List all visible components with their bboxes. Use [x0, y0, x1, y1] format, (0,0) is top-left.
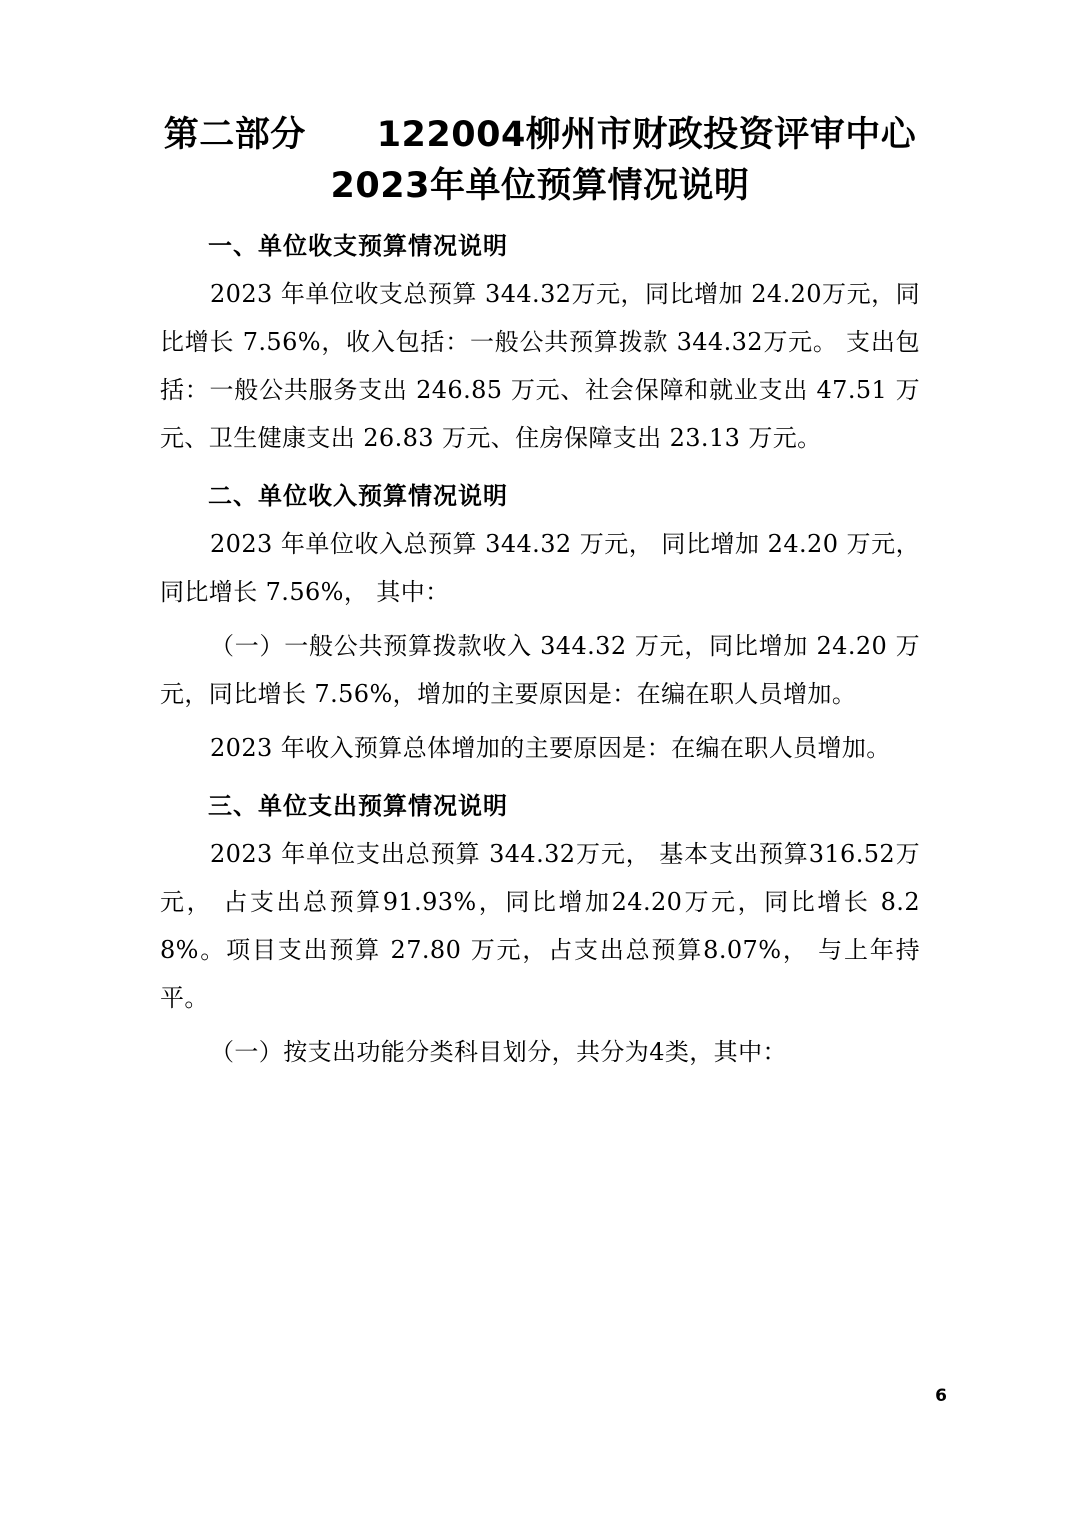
paragraph-6: （一）按支出功能分类科目划分，共分为4类，其中： [210, 1037, 787, 1066]
paragraph-3: （一）一般公共预算拨款收入 344.32 万元，同比增加 24.20 万元，同比增长 7.56%，增加的主要原因是：在编在职人员增加。 [160, 631, 920, 708]
document-body [160, 110, 929, 1082]
section-heading-1: 一、单位收支预算情况说明 [208, 231, 508, 260]
section-heading-3: 三、单位支出预算情况说明 [208, 791, 508, 820]
paragraph-4: 2023 年收入预算总体增加的主要原因是：在编在职人员增加。 [210, 733, 891, 762]
page-number: 6 [935, 1386, 947, 1406]
page-title: 第二部分 122004柳州市财政投资评审中心 2023年单位预算情况说明 [163, 115, 929, 206]
paragraph-2: 2023 年单位收入总预算 344.32 万元， 同比增加 24.20 万元， 同比增长 7.56%， 其中： [160, 529, 920, 606]
paragraph-5: 2023 年单位支出总预算 344.32万元， 基本支出预算316.52万元， 占支出总预算91.93%，同比增加24.20万元，同比增长 8.28%。项目支出预算 27.80 万元，占支出总预算8.07%， 与上年持平。 [160, 839, 920, 1012]
paragraph-1: 2023 年单位收支总预算 344.32万元，同比增加 24.20万元，同比增长 7.56%，收入包括：一般公共预算拨款 344.32万元。 支出包括：一般公共服务支出 246.85 万元、社会保障和就业支出 47.51 万元、卫生健康支出 26.83 万元、住房保障支出 23.13 万元。 [160, 279, 920, 452]
section-heading-2: 二、单位收入预算情况说明 [208, 481, 508, 510]
